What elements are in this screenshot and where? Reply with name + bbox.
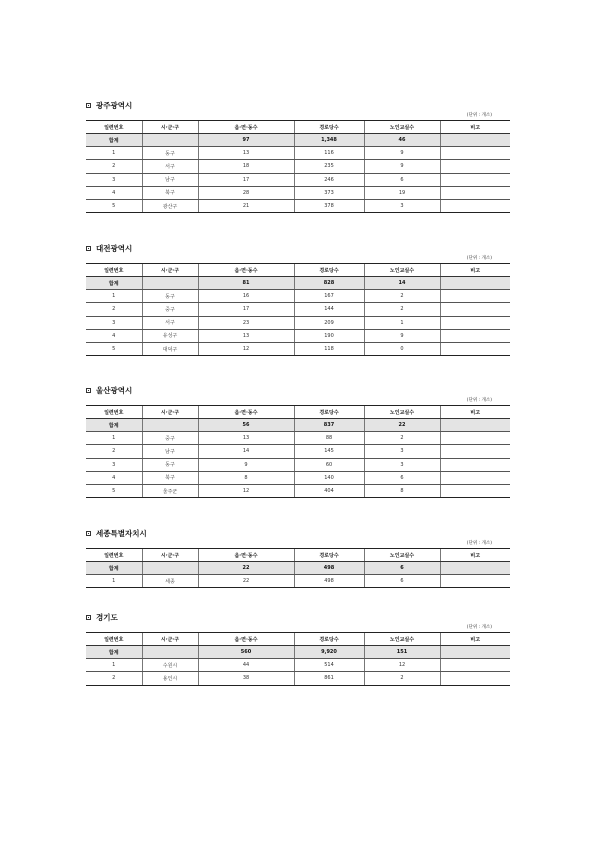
- total-row: [86, 277, 510, 290]
- district-cell: 북구: [142, 186, 198, 199]
- district-cell: 북구: [142, 471, 198, 484]
- column-header: 비고: [440, 264, 510, 277]
- classes-cell: 2: [364, 303, 440, 316]
- district-cell: 동구: [142, 147, 198, 160]
- column-header: 읍·면·동수: [198, 406, 294, 419]
- region-table: [86, 405, 510, 498]
- column-header: 노인교실수: [364, 406, 440, 419]
- column-header: 시·군·구: [142, 633, 198, 646]
- column-header: 경로당수: [294, 121, 364, 134]
- district-cell: 서구: [142, 160, 198, 173]
- column-header: 읍·면·동수: [198, 264, 294, 277]
- square-bullet-icon: [86, 615, 91, 620]
- total-label: 합계: [86, 277, 142, 290]
- emd-cell: 12: [198, 484, 294, 497]
- table-row: [86, 342, 510, 355]
- column-header: 경로당수: [294, 406, 364, 419]
- district-cell: 서구: [142, 316, 198, 329]
- column-header: 경로당수: [294, 549, 364, 562]
- total-district-cell: [142, 134, 198, 147]
- total-emd-cell: 22: [198, 562, 294, 575]
- classes-cell: 3: [364, 199, 440, 212]
- column-header: 시·군·구: [142, 549, 198, 562]
- no-cell: 4: [86, 329, 142, 342]
- table-row: [86, 672, 510, 685]
- column-header: 읍·면·동수: [198, 633, 294, 646]
- halls-cell: 140: [294, 471, 364, 484]
- section-title-text: 대전광역시: [96, 243, 133, 253]
- halls-cell: 116: [294, 147, 364, 160]
- column-header: 비고: [440, 549, 510, 562]
- no-cell: 1: [86, 432, 142, 445]
- column-header: 노인교실수: [364, 633, 440, 646]
- note-cell: [440, 484, 510, 497]
- column-header: 일련번호: [86, 633, 142, 646]
- district-cell: 울주군: [142, 484, 198, 497]
- total-label: 합계: [86, 562, 142, 575]
- note-cell: [440, 199, 510, 212]
- district-cell: 수원시: [142, 659, 198, 672]
- table-row: [86, 147, 510, 160]
- header-row: [86, 633, 510, 646]
- note-cell: [440, 672, 510, 685]
- district-cell: 남구: [142, 173, 198, 186]
- column-header: 일련번호: [86, 121, 142, 134]
- emd-cell: 13: [198, 329, 294, 342]
- no-cell: 1: [86, 290, 142, 303]
- region-section: [86, 98, 510, 213]
- table-row: [86, 290, 510, 303]
- district-cell: 광산구: [142, 199, 198, 212]
- classes-cell: 2: [364, 672, 440, 685]
- column-header: 노인교실수: [364, 264, 440, 277]
- note-cell: [440, 329, 510, 342]
- column-header: 읍·면·동수: [198, 549, 294, 562]
- no-cell: 4: [86, 186, 142, 199]
- total-note-cell: [440, 562, 510, 575]
- halls-cell: 404: [294, 484, 364, 497]
- halls-cell: 145: [294, 445, 364, 458]
- column-header: 경로당수: [294, 633, 364, 646]
- no-cell: 5: [86, 484, 142, 497]
- note-cell: [440, 316, 510, 329]
- halls-cell: 167: [294, 290, 364, 303]
- halls-cell: 373: [294, 186, 364, 199]
- total-classes-cell: 22: [364, 419, 440, 432]
- emd-cell: 8: [198, 471, 294, 484]
- total-district-cell: [142, 419, 198, 432]
- unit-label: (단위 : 개소): [466, 256, 492, 261]
- column-header: 일련번호: [86, 549, 142, 562]
- total-halls-cell: 9,920: [294, 646, 364, 659]
- emd-cell: 14: [198, 445, 294, 458]
- classes-cell: 6: [364, 173, 440, 186]
- total-halls-cell: 828: [294, 277, 364, 290]
- region-section: [86, 526, 510, 588]
- classes-cell: 1: [364, 316, 440, 329]
- emd-cell: 16: [198, 290, 294, 303]
- section-title: [86, 98, 510, 112]
- table-row: [86, 316, 510, 329]
- note-cell: [440, 186, 510, 199]
- total-note-cell: [440, 134, 510, 147]
- no-cell: 4: [86, 471, 142, 484]
- note-cell: [440, 173, 510, 186]
- total-emd-cell: 560: [198, 646, 294, 659]
- classes-cell: 12: [364, 659, 440, 672]
- table-row: [86, 303, 510, 316]
- region-table: [86, 548, 510, 588]
- emd-cell: 13: [198, 147, 294, 160]
- total-note-cell: [440, 646, 510, 659]
- column-header: 시·군·구: [142, 264, 198, 277]
- table-row: [86, 432, 510, 445]
- classes-cell: 8: [364, 484, 440, 497]
- district-cell: 중구: [142, 432, 198, 445]
- halls-cell: 118: [294, 342, 364, 355]
- emd-cell: 21: [198, 199, 294, 212]
- total-district-cell: [142, 277, 198, 290]
- total-row: [86, 419, 510, 432]
- column-header: 읍·면·동수: [198, 121, 294, 134]
- note-cell: [440, 303, 510, 316]
- unit-label: (단위 : 개소): [466, 541, 492, 546]
- total-classes-cell: 151: [364, 646, 440, 659]
- square-bullet-icon: [86, 388, 91, 393]
- note-cell: [440, 471, 510, 484]
- no-cell: 2: [86, 672, 142, 685]
- column-header: 시·군·구: [142, 121, 198, 134]
- district-cell: 대덕구: [142, 342, 198, 355]
- unit-label: (단위 : 개소): [466, 398, 492, 403]
- total-emd-cell: 97: [198, 134, 294, 147]
- district-cell: 유성구: [142, 329, 198, 342]
- emd-cell: 17: [198, 173, 294, 186]
- header-row: [86, 549, 510, 562]
- total-halls-cell: 498: [294, 562, 364, 575]
- total-classes-cell: 6: [364, 562, 440, 575]
- note-cell: [440, 290, 510, 303]
- classes-cell: 9: [364, 147, 440, 160]
- square-bullet-icon: [86, 531, 91, 536]
- total-label: 합계: [86, 646, 142, 659]
- total-classes-cell: 14: [364, 277, 440, 290]
- district-cell: 남구: [142, 445, 198, 458]
- unit-label: (단위 : 개소): [466, 625, 492, 630]
- classes-cell: 19: [364, 186, 440, 199]
- section-title-text: 울산광역시: [96, 385, 133, 395]
- column-header: 비고: [440, 406, 510, 419]
- section-title: [86, 610, 510, 624]
- region-table: [86, 120, 510, 213]
- total-label: 합계: [86, 134, 142, 147]
- classes-cell: 2: [364, 290, 440, 303]
- emd-cell: 12: [198, 342, 294, 355]
- total-row: [86, 134, 510, 147]
- halls-cell: 60: [294, 458, 364, 471]
- square-bullet-icon: [86, 103, 91, 108]
- district-cell: 동구: [142, 290, 198, 303]
- classes-cell: 9: [364, 160, 440, 173]
- no-cell: 2: [86, 303, 142, 316]
- halls-cell: 144: [294, 303, 364, 316]
- table-row: [86, 445, 510, 458]
- column-header: 일련번호: [86, 406, 142, 419]
- total-emd-cell: 81: [198, 277, 294, 290]
- header-row: [86, 121, 510, 134]
- total-row: [86, 562, 510, 575]
- region-section: [86, 383, 510, 498]
- emd-cell: 17: [198, 303, 294, 316]
- column-header: 일련번호: [86, 264, 142, 277]
- halls-cell: 378: [294, 199, 364, 212]
- column-header: 노인교실수: [364, 121, 440, 134]
- section-title-text: 광주광역시: [96, 100, 133, 110]
- emd-cell: 44: [198, 659, 294, 672]
- emd-cell: 18: [198, 160, 294, 173]
- district-cell: 중구: [142, 303, 198, 316]
- table-row: [86, 484, 510, 497]
- table-row: [86, 173, 510, 186]
- total-district-cell: [142, 562, 198, 575]
- table-row: [86, 199, 510, 212]
- header-row: [86, 406, 510, 419]
- total-halls-cell: 1,348: [294, 134, 364, 147]
- halls-cell: 861: [294, 672, 364, 685]
- column-header: 비고: [440, 633, 510, 646]
- column-header: 시·군·구: [142, 406, 198, 419]
- total-label: 합계: [86, 419, 142, 432]
- emd-cell: 23: [198, 316, 294, 329]
- halls-cell: 246: [294, 173, 364, 186]
- no-cell: 5: [86, 199, 142, 212]
- region-table: [86, 263, 510, 356]
- note-cell: [440, 445, 510, 458]
- section-title-text: 경기도: [96, 612, 118, 622]
- classes-cell: 6: [364, 471, 440, 484]
- table-row: [86, 186, 510, 199]
- note-cell: [440, 458, 510, 471]
- no-cell: 2: [86, 160, 142, 173]
- emd-cell: 28: [198, 186, 294, 199]
- column-header: 비고: [440, 121, 510, 134]
- table-row: [86, 659, 510, 672]
- no-cell: 1: [86, 147, 142, 160]
- note-cell: [440, 160, 510, 173]
- no-cell: 5: [86, 342, 142, 355]
- no-cell: 1: [86, 659, 142, 672]
- no-cell: 3: [86, 316, 142, 329]
- note-cell: [440, 432, 510, 445]
- table-row: [86, 458, 510, 471]
- classes-cell: 9: [364, 329, 440, 342]
- total-district-cell: [142, 646, 198, 659]
- emd-cell: 38: [198, 672, 294, 685]
- halls-cell: 190: [294, 329, 364, 342]
- classes-cell: 3: [364, 458, 440, 471]
- total-halls-cell: 837: [294, 419, 364, 432]
- emd-cell: 13: [198, 432, 294, 445]
- total-note-cell: [440, 277, 510, 290]
- emd-cell: 9: [198, 458, 294, 471]
- halls-cell: 498: [294, 575, 364, 588]
- emd-cell: 22: [198, 575, 294, 588]
- region-table: [86, 632, 510, 686]
- halls-cell: 209: [294, 316, 364, 329]
- table-row: [86, 329, 510, 342]
- region-section: [86, 610, 510, 686]
- classes-cell: 3: [364, 445, 440, 458]
- total-classes-cell: 46: [364, 134, 440, 147]
- total-emd-cell: 56: [198, 419, 294, 432]
- halls-cell: 235: [294, 160, 364, 173]
- no-cell: 3: [86, 458, 142, 471]
- classes-cell: 2: [364, 432, 440, 445]
- section-title: [86, 383, 510, 397]
- halls-cell: 514: [294, 659, 364, 672]
- no-cell: 1: [86, 575, 142, 588]
- note-cell: [440, 147, 510, 160]
- classes-cell: 6: [364, 575, 440, 588]
- total-row: [86, 646, 510, 659]
- district-cell: 동구: [142, 458, 198, 471]
- classes-cell: 0: [364, 342, 440, 355]
- section-title-text: 세종특별자치시: [96, 528, 147, 538]
- no-cell: 2: [86, 445, 142, 458]
- district-cell: 세종: [142, 575, 198, 588]
- section-title: [86, 526, 510, 540]
- note-cell: [440, 342, 510, 355]
- column-header: 노인교실수: [364, 549, 440, 562]
- note-cell: [440, 659, 510, 672]
- table-row: [86, 575, 510, 588]
- district-cell: 용인시: [142, 672, 198, 685]
- total-note-cell: [440, 419, 510, 432]
- table-row: [86, 160, 510, 173]
- square-bullet-icon: [86, 246, 91, 251]
- header-row: [86, 264, 510, 277]
- no-cell: 3: [86, 173, 142, 186]
- unit-label: (단위 : 개소): [466, 113, 492, 118]
- table-row: [86, 471, 510, 484]
- section-title: [86, 241, 510, 255]
- column-header: 경로당수: [294, 264, 364, 277]
- region-section: [86, 241, 510, 356]
- note-cell: [440, 575, 510, 588]
- halls-cell: 88: [294, 432, 364, 445]
